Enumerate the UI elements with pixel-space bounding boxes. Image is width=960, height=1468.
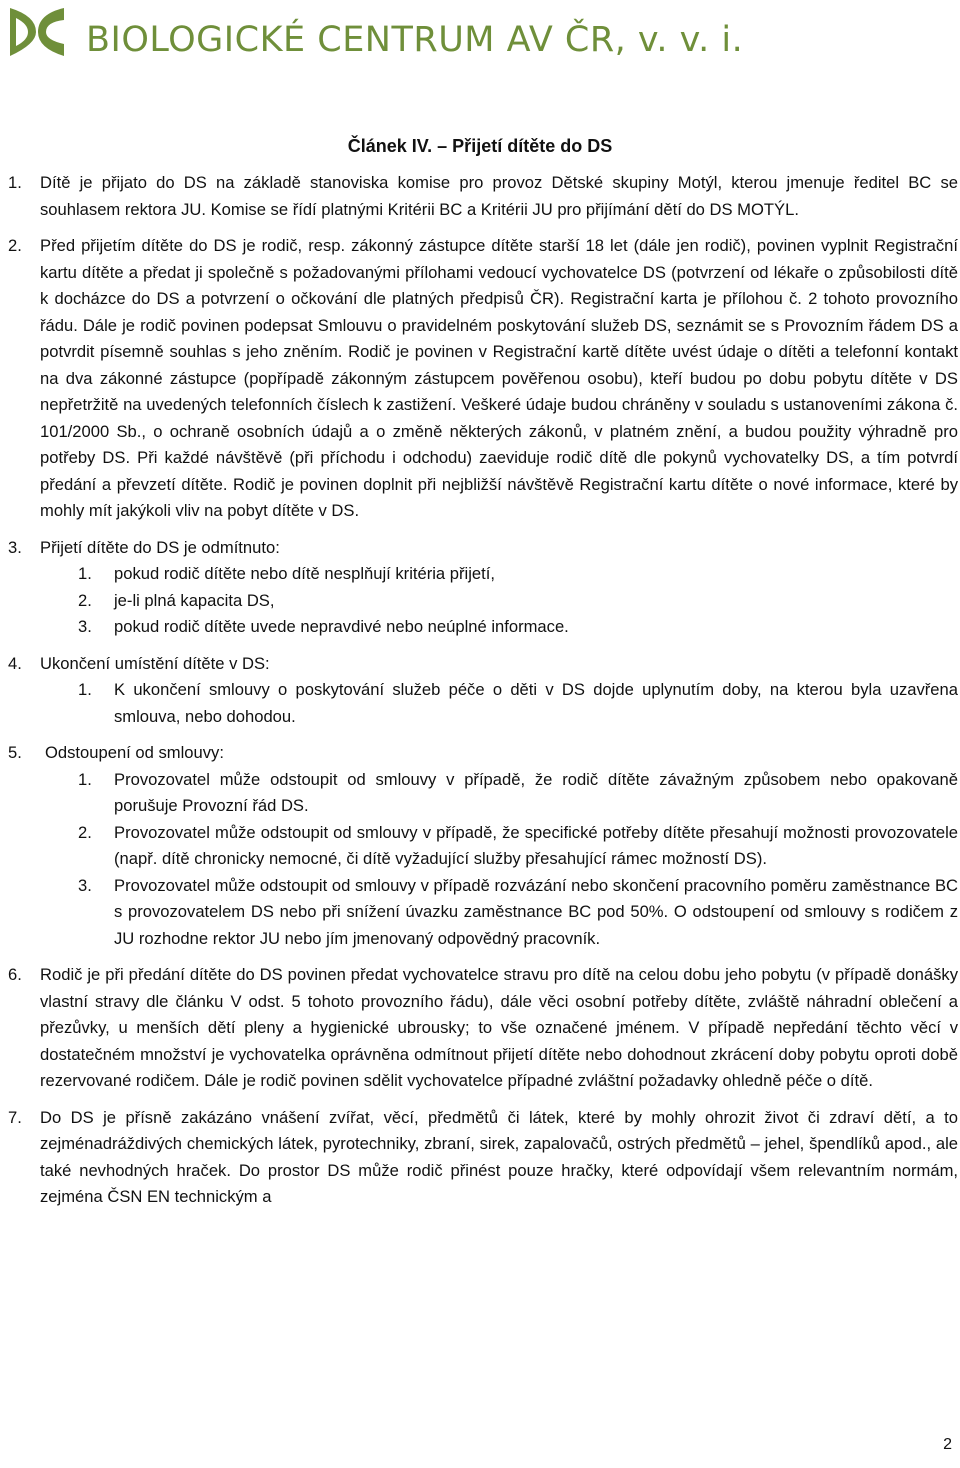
item-text: Dítě je přijato do DS na základě stanoviska komise pro provoz Dětské skupiny Motýl, kterou jmenuje ředitel BC se souhlasem rektora JU. Komise se řídí platnými Kritérii BC a Kritérii JU pro přijímání dětí do DS MOTÝL.: [40, 173, 958, 219]
sub-item: [8, 767, 958, 820]
item-text: Rodič je při předání dítěte do DS povinen předat vychovatelce stravu pro dítě na celou dobu jeho pobytu (v případě donášky vlastní stravy dle článku V odst. 5 tohoto provozního řádu), dále věci osobní potřeby dítěte, zvláště náhradní oblečení a přezůvky, u menších dětí pleny a hygienické ubrousky; to vše označené jménem. V případě nepředání těchto věcí v dostatečném množství je vychovatelka oprávněna odmítnout přijetí dítěte nebo dohodnout zkrácení doby pobytu oproti době rezervované rodičem. Dále je rodič povinen sdělit vychovatelce případné zvláštní požadavky ohledně péče o dítě.: [40, 965, 958, 1090]
sub-item: [8, 561, 958, 588]
sub-item-number: 1.: [78, 769, 92, 789]
list-item: [8, 170, 958, 223]
sub-item: [8, 588, 958, 615]
page-number: 2: [943, 1436, 952, 1453]
sub-item-text: Provozovatel může odstoupit od smlouvy v případě, že specifické potřeby dítěte přesahují možnosti provozovatele (např. dítě chronicky nemocné, či dítě vyžadující služby přesahující rámec možností DS).: [114, 822, 958, 868]
sub-item: [8, 677, 958, 730]
item-text: Před přijetím dítěte do DS je rodič, resp. zákonný zástupce dítěte starší 18 let (dále jen rodič), povinen vyplnit Registrační kartu dítěte a předat ji společně s požadovanými přílohami vedoucí vychovatelce DS (potvrzení od lékaře o způsobilosti dítě k docházce do DS a potvrzení o očkování dle platných předpisů ČR). Registrační karta je přílohou č. 2 tohoto provozního řádu. Dále je rodič povinen podepsat Smlouvu o pravidelném poskytování služeb DS, seznámit se s Provozním řádem DS a potvrdit písemně souhlas s jeho zněním. Rodič je povinen v Registrační kartě dítěte uvést údaje o dítěti a telefonní kontakt na dva zákonné zástupce (popřípadě zákonným zástupcem pověřenou osobu), kteří budou po dobu pobytu dítěte v DS nepřetržitě na uvedených telefonních číslech k zastižení. Veškeré údaje budou chráněny v souladu s ustanoveními zákona č. 101/2000 Sb., o ochraně osobních údajů a o změně některých zákonů, v platném znění, a budou použity výhradně pro potřeby DS. Při každé návštěvě (při příchodu i odchodu) zaeviduje rodič dítě dle pokynů vychovatelky DS, a tím potvrdí předání a převzetí dítěte. Rodič je povinen doplnit při nejbližší návštěvě Registrační kartu dítěte o nové informace, které by mohly mít jakýkoli vliv na pobyt dítěte v DS.: [40, 236, 958, 520]
list-item: [8, 740, 958, 952]
article-body: [8, 170, 958, 1221]
sub-item: [8, 614, 958, 641]
sub-item-text: K ukončení smlouvy o poskytování služeb péče o děti v DS dojde uplynutím doby, na kterou byla uzavřena smlouva, nebo dohodou.: [114, 680, 958, 726]
sub-item-text: Provozovatel může odstoupit od smlouvy v případě rozvázání nebo skončení pracovního poměru zaměstnance BC s provozovatelem DS nebo při snížení úvazku zaměstnance BC pod 50%. O odstoupení od smlouvy s rodičem z JU rozhodne rektor JU nebo jím jmenovaný odpovědný pracovník.: [114, 875, 958, 948]
sub-item-number: 3.: [78, 617, 92, 636]
sub-list: [8, 677, 958, 730]
item-text: Ukončení umístění dítěte v DS:: [40, 653, 270, 673]
item-number: 7.: [8, 1107, 22, 1127]
sub-item: [8, 873, 958, 953]
organization-name: BIOLOGICKÉ CENTRUM AV ČR, v. v. i.: [86, 20, 744, 60]
item-number: 6.: [8, 965, 22, 984]
sub-item-number: 2.: [78, 590, 92, 610]
bc-leaf-logo-icon: [6, 4, 68, 60]
sub-item: [8, 820, 958, 873]
article-title: Článek IV. – Přijetí dítěte do DS: [347, 136, 613, 156]
sub-list: [8, 561, 958, 641]
sub-item-number: 1.: [78, 564, 92, 583]
page-header: [0, 0, 960, 70]
item-text: Odstoupení od smlouvy:: [45, 743, 224, 762]
item-text: Do DS je přísně zakázáno vnášení zvířat, věcí, předmětů či látek, které by mohly ohrozit život či zdraví dětí, a to zejménadráždivých chemických látek, pyrotechniky, zbraní, sirek, zapalovačů, ostrých předmětů – jehel, špendlíků apod., ale také nevhodných hraček. Do prostor DS může rodič přinést pouze hračky, které odpovídají všem relevantním normám, zejména ČSN EN technickým a: [40, 1107, 958, 1206]
item-number: 3.: [8, 537, 22, 557]
sub-item-number: 3.: [78, 875, 92, 895]
sub-item-number: 1.: [78, 680, 92, 699]
sub-item-number: 2.: [78, 822, 92, 842]
list-item: [8, 233, 958, 525]
list-item: [8, 651, 958, 731]
list-item: [8, 535, 958, 641]
item-number: 4.: [8, 653, 22, 673]
sub-item-text: je-li plná kapacita DS,: [114, 590, 275, 610]
list-item: [8, 962, 958, 1095]
sub-item-text: pokud rodič dítěte uvede nepravdivé nebo neúplné informace.: [114, 617, 569, 636]
sub-item-text: pokud rodič dítěte nebo dítě nesplňují kritéria přijetí,: [114, 564, 495, 583]
item-number: 2.: [8, 236, 22, 255]
item-text: Přijetí dítěte do DS je odmítnuto:: [40, 537, 280, 557]
sub-list: [8, 767, 958, 953]
item-number: 1.: [8, 173, 22, 192]
sub-item-text: Provozovatel může odstoupit od smlouvy v případě, že rodič dítěte závažným způsobem nebo opakovaně porušuje Provozní řád DS.: [114, 769, 958, 815]
item-number: 5.: [8, 743, 22, 762]
list-item: [8, 1105, 958, 1211]
